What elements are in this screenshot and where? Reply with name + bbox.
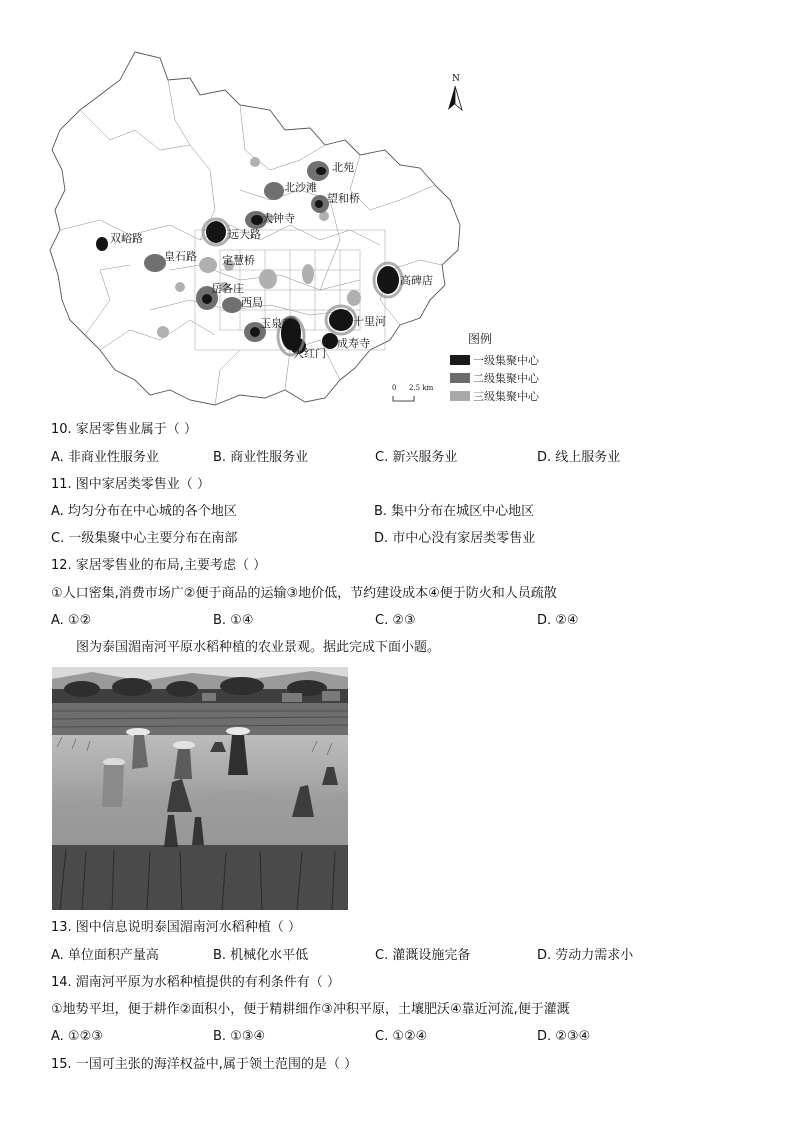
question-13-option-d: D. 劳动力需求小: [537, 948, 634, 963]
question-15-stem: 15. 一国可主张的海洋权益中,属于领土范围的是（ ）: [51, 1057, 358, 1072]
question-11-option-b: B. 集中分布在城区中心地区: [374, 504, 535, 519]
legend-swatch-level2: [450, 373, 470, 383]
question-12-statement: ①人口密集,消费市场广②便于商品的运输③地价低，节约建设成本④便于防火和人员疏散: [51, 586, 557, 601]
place-label: 大红门: [293, 347, 326, 360]
question-10-stem: 10. 家居零售业属于（ ）: [51, 422, 197, 437]
legend-title: 图例: [468, 332, 493, 346]
question-12-option-c: C. ②③: [375, 613, 416, 628]
scale-zero: 0: [392, 384, 397, 392]
question-10-option-a: A. 非商业性服务业: [51, 450, 159, 465]
place-label: 高碑店: [400, 274, 433, 287]
question-13-option-b: B. 机械化水平低: [213, 948, 309, 963]
question-14-option-d: D. ②③④: [537, 1029, 591, 1044]
question-12-option-d: D. ②④: [537, 613, 579, 628]
place-label: 远大路: [228, 228, 261, 241]
question-11-option-a: A. 均匀分布在中心城的各个地区: [51, 504, 237, 519]
map-legend: [450, 331, 540, 403]
question-12-stem: 12. 家居零售业的布局,主要考虑（ ）: [51, 558, 267, 573]
place-label: 岳各庄: [211, 282, 244, 295]
place-label: 玉泉营: [260, 317, 293, 330]
question-12-option-b: B. ①④: [213, 613, 254, 628]
question-14-statement: ①地势平坦，便于耕作②面积小，便于精耕细作③冲积平原，土壤肥沃④靠近河流,便于灌溉: [51, 1002, 570, 1017]
question-11-stem: 11. 图中家居类零售业（ ）: [51, 477, 210, 492]
question-13-option-c: C. 灌溉设施完备: [375, 948, 471, 963]
legend-label: 一级集聚中心: [473, 354, 539, 367]
question-13-stem: 13. 图中信息说明泰国湄南河水稻种植（ ）: [51, 920, 301, 935]
question-13-option-a: A. 单位面积产量高: [51, 948, 159, 963]
question-10-option-b: B. 商业性服务业: [213, 450, 309, 465]
question-14-option-a: A. ①②③: [51, 1029, 103, 1044]
question-10-option-d: D. 线上服务业: [537, 450, 621, 465]
place-label: 北苑: [332, 161, 354, 174]
question-14-stem: 14. 湄南河平原为水稻种植提供的有利条件有（ ）: [51, 975, 340, 990]
map-svg: [40, 50, 570, 410]
place-label: 十里河: [353, 315, 386, 328]
legend-label: 三级集聚中心: [473, 390, 539, 403]
place-label: 成寿寺: [337, 337, 370, 350]
question-12-option-a: A. ①②: [51, 613, 92, 628]
place-label: 北沙滩: [284, 181, 317, 194]
scale-unit: 2.5 km: [409, 384, 434, 392]
legend-swatch-level3: [450, 391, 470, 401]
north-label: N: [452, 74, 460, 84]
passage-intro: 图为泰国湄南河平原水稻种植的农业景观。据此完成下面小题。: [76, 640, 441, 655]
question-14-option-b: B. ①③④: [213, 1029, 266, 1044]
legend-swatch-level1: [450, 355, 470, 365]
question-10-option-c: C. 新兴服务业: [375, 450, 458, 465]
place-label: 定慧桥: [222, 254, 255, 267]
place-label: 望和桥: [327, 192, 360, 205]
place-label: 大钟寺: [262, 212, 295, 225]
question-14-option-c: C. ①②④: [375, 1029, 428, 1044]
furniture-retail-cluster-map: [40, 50, 570, 410]
place-label: 皇石路: [164, 250, 197, 263]
question-11-option-c: C. 一级集聚中心主要分布在南部: [51, 531, 238, 546]
legend-label: 二级集聚中心: [473, 372, 539, 385]
north-arrow: [448, 74, 462, 110]
place-label: 双峪路: [110, 232, 143, 245]
place-label: 西局: [241, 296, 263, 309]
question-11-option-d: D. 市中心没有家居类零售业: [374, 531, 536, 546]
photo-illustration: [52, 667, 348, 910]
scale-bar: [392, 384, 434, 401]
rice-paddy-photo: [52, 667, 348, 910]
